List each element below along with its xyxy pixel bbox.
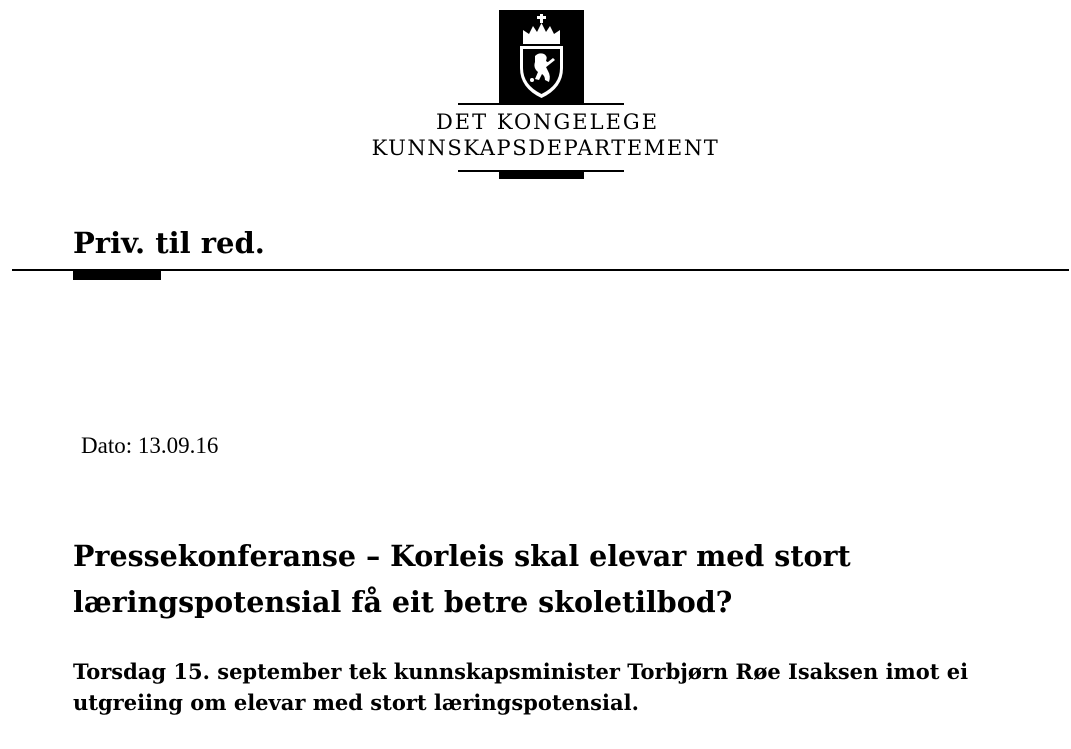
document-date: Dato: 13.09.16	[81, 433, 219, 458]
headline-line-2: læringspotensial få eit betre skoletilbod?	[73, 585, 733, 619]
header-divider-tab	[73, 271, 161, 280]
coat-of-arms-logo	[499, 10, 584, 104]
press-release-lead	[73, 656, 1063, 718]
privileged-to-editor-label: Priv. til red.	[73, 226, 265, 260]
norwegian-lion-crest-icon	[499, 10, 584, 104]
department-name-line-1: DET KONGELEGE	[435, 110, 660, 134]
department-name-line-2: KUNNSKAPSDEPARTEMENT	[371, 136, 720, 160]
lead-line-2: utgreiing om elevar med stort læringspotensial.	[73, 690, 639, 715]
letterhead-top-rule	[458, 103, 624, 105]
lead-line-1: Torsdag 15. september tek kunnskapsminister Torbjørn Røe Isaksen imot ei	[73, 659, 969, 684]
headline-line-1: Pressekonferanse – Korleis skal elevar med stort	[73, 539, 851, 573]
letterhead-foot-block	[499, 170, 584, 179]
press-release-headline	[73, 533, 1053, 625]
header-divider	[12, 269, 1069, 271]
